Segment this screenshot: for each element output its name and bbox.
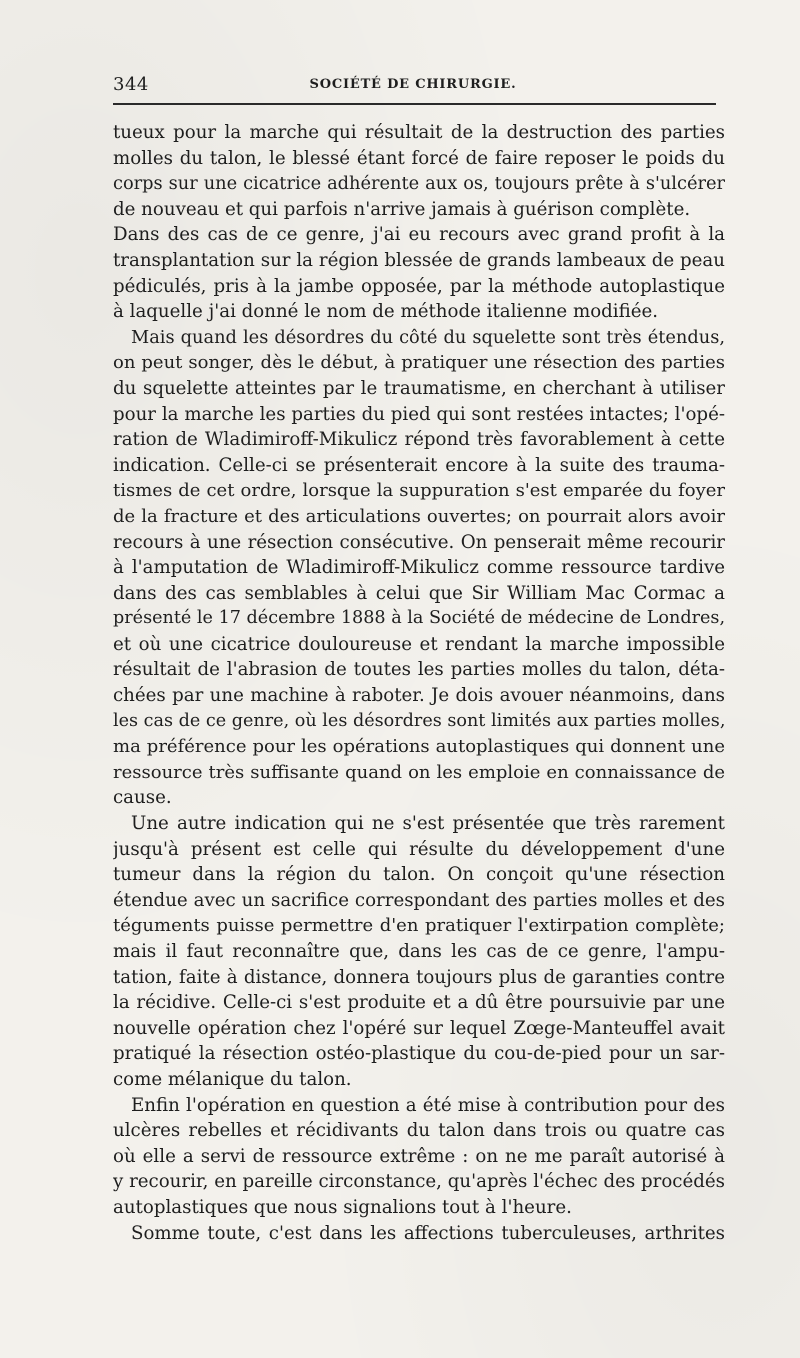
text-line: tation, faite à distance, donnera toujours plus de garanties contre — [113, 966, 725, 988]
paragraph — [113, 811, 725, 1093]
text-line: du squelette atteintes par le traumatisme, en cherchant à utiliser — [113, 377, 725, 399]
text-line: dans des cas semblables à celui que Sir William Mac Cormac a — [113, 582, 725, 604]
text-line: étendue avec un sacrifice correspondant des parties molles et des — [113, 889, 725, 911]
text-line: Somme toute, c'est dans les affections tuberculeuses, arthrites — [131, 1222, 725, 1244]
text-line: et où une cicatrice douloureuse et rendant la marche impossible — [113, 633, 725, 655]
text-line: on peut songer, dès le début, à pratiquer une résection des parties — [113, 352, 725, 374]
paragraph — [113, 120, 725, 325]
text-line: chées par une machine à raboter. Je dois avouer néanmoins, dans — [113, 685, 725, 707]
text-line: la récidive. Celle-ci s'est produite et a dû être poursuivie par une — [113, 992, 725, 1014]
text-line: ma préférence pour les opérations autoplastiques qui donnent une — [113, 736, 725, 758]
text-line: come mélanique du talon. — [113, 1068, 352, 1090]
text-line: tumeur dans la région du talon. On conçoit qu'une résection — [113, 864, 725, 886]
text-line: Une autre indication qui ne s'est présentée que très rarement — [131, 813, 725, 835]
text-line: transplantation sur la région blessée de grands lambeaux de peau — [113, 249, 725, 271]
text-line: nouvelle opération chez l'opéré sur lequel Zœge-Manteuffel avait — [113, 1017, 725, 1039]
text-line: tueux pour la marche qui résultait de la destruction des parties — [113, 122, 725, 143]
page-number: 344 — [113, 74, 149, 95]
text-line: Enfin l'opération en question a été mise à contribution pour des — [131, 1094, 725, 1116]
paragraph — [113, 1093, 725, 1221]
text-line: à laquelle j'ai donné le nom de méthode italienne modifiée. — [113, 301, 659, 323]
text-line: corps sur une cicatrice adhérente aux os, toujours prête à s'ulcérer — [113, 173, 725, 195]
text-line: tismes de cet ordre, lorsque la suppuration s'est emparée du foyer — [113, 480, 725, 502]
text-line: ration de Wladimiroff-Mikulicz répond très favorablement à cette — [113, 429, 725, 451]
text-line: résultait de l'abrasion de toutes les parties molles du talon, déta- — [113, 659, 725, 681]
text-line: présenté le 17 décembre 1888 à la Société de médecine de Londres, — [113, 608, 725, 629]
text-line: à l'amputation de Wladimiroff-Mikulicz comme ressource tardive — [113, 557, 725, 579]
text-line: de nouveau et qui parfois n'arrive jamais à guérison complète. — [113, 198, 691, 220]
text-line: indication. Celle-ci se présenterait encore à la suite des trauma- — [113, 454, 725, 476]
body-text — [113, 120, 725, 1246]
text-line: Dans des cas de ce genre, j'ai eu recours avec grand profit à la — [113, 224, 725, 246]
text-line: cause. — [113, 787, 172, 809]
text-line: molles du talon, le blessé étant forcé de faire reposer le poids du — [113, 147, 725, 169]
text-line: de la fracture et des articulations ouvertes; on pourrait alors avoir — [113, 505, 725, 527]
paragraph — [113, 325, 725, 811]
text-line: mais il faut reconnaître que, dans les cas de ce genre, l'ampu- — [113, 941, 725, 962]
text-line: ulcères rebelles et récidivants du talon dans trois ou quatre cas — [113, 1120, 725, 1142]
text-line: recours à une résection consécutive. On penserait même recourir — [113, 531, 725, 553]
running-head: SOCIÉTÉ DE CHIRURGIE. — [309, 77, 517, 92]
text-line: pour la marche les parties du pied qui sont restées intactes; l'opé- — [113, 403, 725, 425]
text-line: jusqu'à présent est celle qui résulte du développement d'une — [113, 838, 725, 860]
text-line: ressource très suffisante quand on les emploie en connaissance de — [113, 761, 725, 783]
text-line: y recourir, en pareille circonstance, qu'après l'échec des procédés — [113, 1171, 725, 1193]
page-header — [113, 70, 713, 100]
text-line: où elle a servi de ressource extrême : on ne me paraît autorisé à — [113, 1145, 725, 1167]
text-line: Mais quand les désordres du côté du squelette sont très étendus, — [131, 326, 725, 348]
text-line: téguments puisse permettre d'en pratiquer l'extirpation complète; — [113, 915, 725, 937]
paragraph — [113, 1221, 725, 1247]
text-line: autoplastiques que nous signalions tout à l'heure. — [113, 1196, 572, 1218]
header-rule — [113, 103, 716, 105]
text-line: pédiculés, pris à la jambe opposée, par la méthode autoplastique — [113, 275, 725, 297]
text-line: les cas de ce genre, où les désordres sont limités aux parties molles, — [113, 710, 725, 731]
text-line: pratiqué la résection ostéo-plastique du cou-de-pied pour un sar- — [113, 1043, 725, 1065]
